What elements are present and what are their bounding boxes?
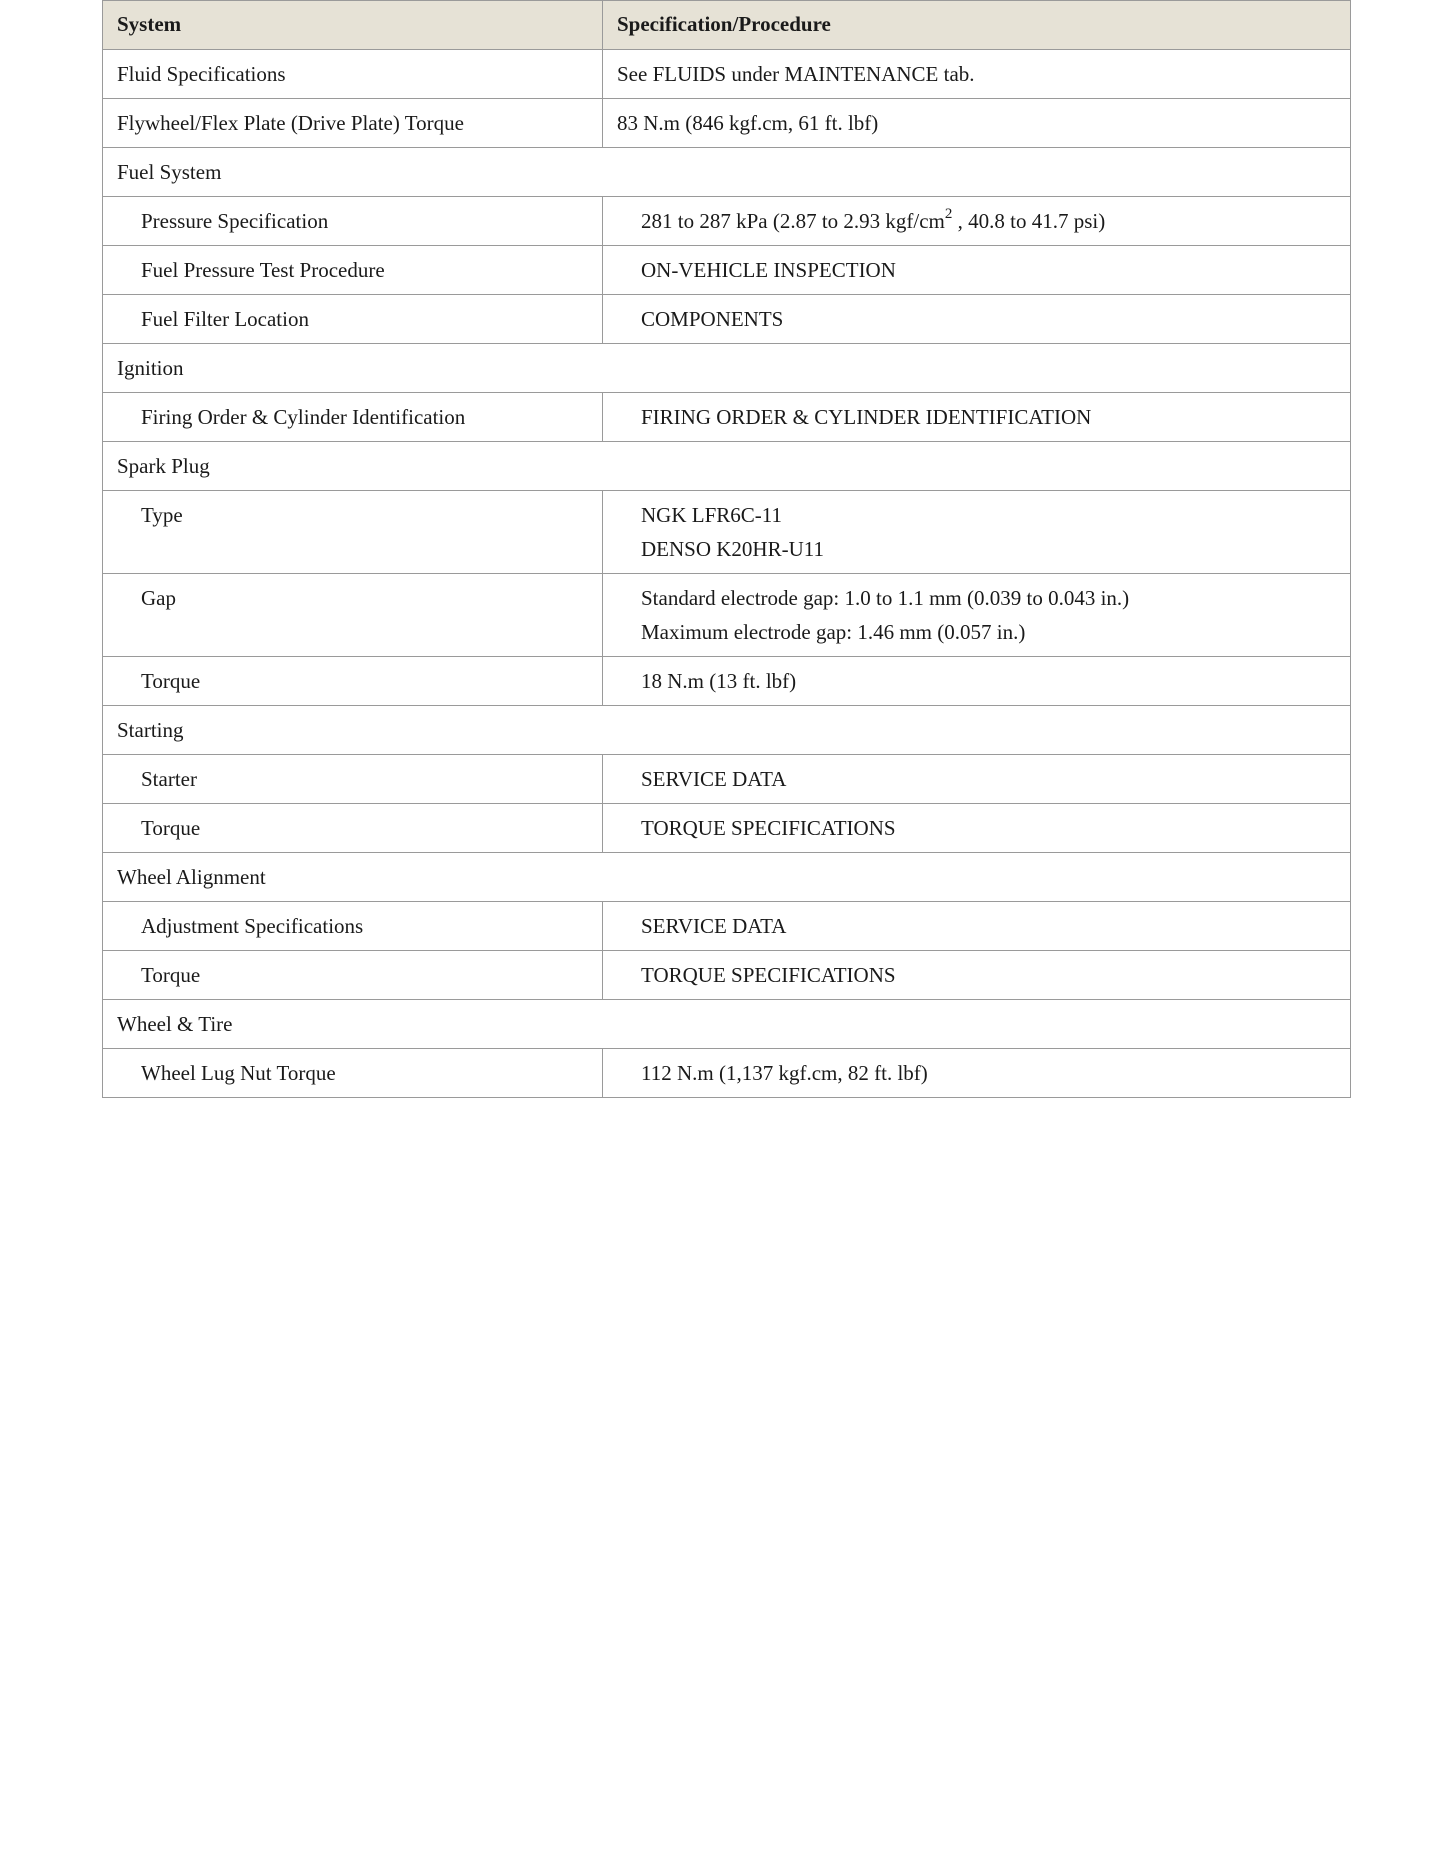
- group-row-fuel-system: [103, 148, 1351, 197]
- column-header-specification: Specification/Procedure: [603, 1, 1351, 50]
- value-line: DENSO K20HR-U11: [641, 537, 824, 561]
- row-label: Torque: [103, 804, 603, 853]
- table-body: [103, 50, 1351, 1098]
- table-row: [103, 951, 1351, 1000]
- row-value-multiline: [603, 574, 1351, 657]
- row-value: FIRING ORDER & CYLINDER IDENTIFICATION: [603, 393, 1351, 442]
- row-value: SERVICE DATA: [603, 755, 1351, 804]
- table-row: [103, 246, 1351, 295]
- table-row: [103, 491, 1351, 574]
- table-row: [103, 755, 1351, 804]
- row-label: Gap: [103, 574, 603, 657]
- row-label: Starter: [103, 755, 603, 804]
- group-row-starting: [103, 706, 1351, 755]
- group-row-wheel-tire: [103, 1000, 1351, 1049]
- row-value-multiline: [603, 491, 1351, 574]
- row-value: See FLUIDS under MAINTENANCE tab.: [603, 50, 1351, 99]
- pressure-value-text: 281 to 287 kPa (2.87 to 2.93 kgf/cm: [641, 209, 945, 233]
- specifications-table: [102, 0, 1351, 1098]
- table-row: [103, 393, 1351, 442]
- row-value: 18 N.m (13 ft. lbf): [603, 657, 1351, 706]
- row-value: TORQUE SPECIFICATIONS: [603, 804, 1351, 853]
- row-value: 112 N.m (1,137 kgf.cm, 82 ft. lbf): [603, 1049, 1351, 1098]
- row-label: Firing Order & Cylinder Identification: [103, 393, 603, 442]
- group-heading: Fuel System: [103, 148, 1351, 197]
- row-value: 83 N.m (846 kgf.cm, 61 ft. lbf): [603, 99, 1351, 148]
- row-label: Type: [103, 491, 603, 574]
- group-heading: Ignition: [103, 344, 1351, 393]
- table-row: [103, 657, 1351, 706]
- group-heading: Starting: [103, 706, 1351, 755]
- table-row: [103, 1049, 1351, 1098]
- group-heading: Spark Plug: [103, 442, 1351, 491]
- row-label: Torque: [103, 951, 603, 1000]
- group-row-spark-plug: [103, 442, 1351, 491]
- row-value: ON-VEHICLE INSPECTION: [603, 246, 1351, 295]
- table-row: [103, 50, 1351, 99]
- group-heading: Wheel & Tire: [103, 1000, 1351, 1049]
- table-header-row: [103, 1, 1351, 50]
- row-label: Wheel Lug Nut Torque: [103, 1049, 603, 1098]
- row-label: Adjustment Specifications: [103, 902, 603, 951]
- row-value: SERVICE DATA: [603, 902, 1351, 951]
- row-value-pressure: [603, 197, 1351, 246]
- value-line: Standard electrode gap: 1.0 to 1.1 mm (0.039 to 0.043 in.): [641, 586, 1130, 610]
- table-row: [103, 197, 1351, 246]
- table-row: [103, 804, 1351, 853]
- table-row: [103, 295, 1351, 344]
- table-row: [103, 99, 1351, 148]
- row-value: TORQUE SPECIFICATIONS: [603, 951, 1351, 1000]
- group-row-ignition: [103, 344, 1351, 393]
- value-line: Maximum electrode gap: 1.46 mm (0.057 in.): [641, 620, 1026, 644]
- table-row: [103, 902, 1351, 951]
- group-heading: Wheel Alignment: [103, 853, 1351, 902]
- superscript-exponent: 2: [944, 206, 953, 222]
- row-label: Torque: [103, 657, 603, 706]
- column-header-system: System: [103, 1, 603, 50]
- row-label: Fuel Filter Location: [103, 295, 603, 344]
- row-label: Fluid Specifications: [103, 50, 603, 99]
- table-header: [103, 1, 1351, 50]
- group-row-wheel-alignment: [103, 853, 1351, 902]
- row-value: COMPONENTS: [603, 295, 1351, 344]
- row-label: Flywheel/Flex Plate (Drive Plate) Torque: [103, 99, 603, 148]
- row-label: Fuel Pressure Test Procedure: [103, 246, 603, 295]
- row-label: Pressure Specification: [103, 197, 603, 246]
- value-line: NGK LFR6C-11: [641, 503, 782, 527]
- pressure-value-suffix: , 40.8 to 41.7 psi): [952, 209, 1106, 233]
- table-row: [103, 574, 1351, 657]
